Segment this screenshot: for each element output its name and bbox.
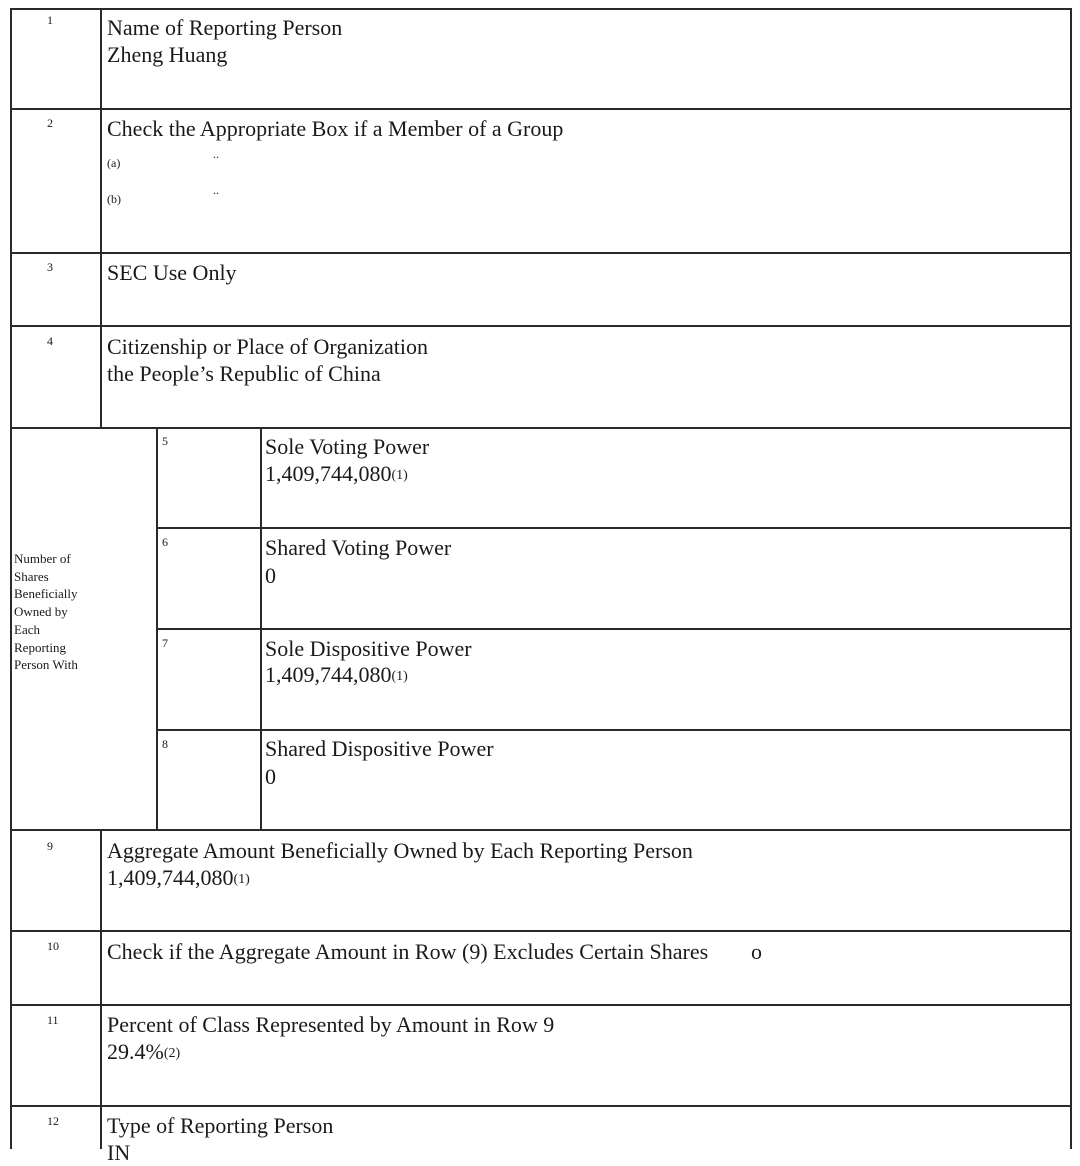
reporting-person-name: Zheng Huang — [107, 42, 228, 67]
row-9-title: Aggregate Amount Beneficially Owned by Each Reporting Person — [107, 838, 693, 863]
row-number-2: 2 — [47, 116, 53, 130]
top-border — [10, 8, 1072, 10]
row-divider-1 — [10, 108, 1072, 110]
side-label-line: Reporting — [14, 639, 66, 655]
row-number-7: 7 — [162, 636, 168, 650]
row-5-title: Sole Voting Power — [265, 434, 430, 459]
row-number-3: 3 — [47, 260, 53, 274]
row-divider-10 — [10, 1004, 1072, 1006]
right-border — [1070, 8, 1072, 1149]
side-label-line: Each — [14, 621, 40, 637]
row-1-title: Name of Reporting Person — [107, 15, 343, 40]
side-label-line: Shares — [14, 568, 49, 584]
row-divider-11 — [10, 1105, 1072, 1107]
row-10-title: Check if the Aggregate Amount in Row (9) Excludes Certain Shares — [107, 939, 709, 964]
row-8-title: Shared Dispositive Power — [265, 736, 494, 761]
row-number-8: 8 — [162, 737, 168, 751]
group-option-b-label: (b) — [107, 192, 121, 206]
row-4-title: Citizenship or Place of Organization — [107, 334, 428, 359]
row-number-1: 1 — [47, 13, 53, 27]
row-number-9: 9 — [47, 839, 53, 853]
sole-voting-power-amount: 1,409,744,080 — [265, 461, 392, 486]
aggregate-amount-value — [107, 864, 250, 895]
row-number-11: 11 — [47, 1013, 59, 1027]
footnote-ref: (1) — [391, 468, 408, 483]
group-option-b-checkbox[interactable]: .. — [213, 183, 219, 197]
sole-dispositive-power-amount: 1,409,744,080 — [265, 662, 392, 687]
side-label-line: Number of — [14, 551, 71, 566]
sub-row-divider-6 — [156, 628, 1072, 630]
reporting-person-type-value: IN — [107, 1140, 131, 1165]
row-number-5: 5 — [162, 434, 168, 448]
row-number-6: 6 — [162, 535, 168, 549]
row-divider-8 — [10, 829, 1072, 831]
sole-dispositive-power-value — [265, 661, 408, 692]
shared-voting-power-value: 0 — [265, 563, 276, 588]
side-label-line: Owned by — [14, 604, 68, 620]
group-option-a-label: (a) — [107, 156, 121, 170]
sole-voting-power-value — [265, 460, 408, 491]
row-number-12: 12 — [47, 1114, 59, 1128]
shared-dispositive-power-value: 0 — [265, 764, 276, 789]
aggregate-amount: 1,409,744,080 — [107, 865, 234, 890]
sub-row-divider-7 — [156, 729, 1072, 731]
side-label-line: Beneficially — [14, 586, 78, 602]
row-2-title: Check the Appropriate Box if a Member of a Group — [107, 116, 564, 141]
group-option-a-checkbox[interactable]: .. — [213, 147, 219, 161]
shares-owned-side-label — [14, 550, 100, 674]
side-label-line: Person With — [14, 657, 78, 673]
excludes-shares-checkbox[interactable]: o — [751, 939, 762, 964]
row-divider-2 — [10, 252, 1072, 254]
row-12-title: Type of Reporting Person — [107, 1113, 334, 1138]
row-number-4: 4 — [47, 334, 53, 348]
row-7-title: Sole Dispositive Power — [265, 636, 472, 661]
number-column-divider-bottom — [100, 829, 102, 1149]
percent-of-class: 29.4% — [107, 1039, 164, 1064]
row-divider-9 — [10, 930, 1072, 932]
row-divider-4 — [10, 427, 1072, 429]
citizenship-value: the People’s Republic of China — [107, 361, 381, 386]
footnote-ref: (1) — [233, 872, 250, 887]
row-3-title: SEC Use Only — [107, 260, 237, 285]
row-6-title: Shared Voting Power — [265, 535, 452, 560]
footnote-ref: (1) — [391, 669, 408, 684]
row-divider-3 — [10, 325, 1072, 327]
number-column-divider-top — [100, 8, 102, 428]
left-border — [10, 8, 12, 1149]
footnote-ref: (2) — [163, 1046, 181, 1061]
row-11-title: Percent of Class Represented by Amount in Row 9 — [107, 1012, 555, 1037]
percent-of-class-value — [107, 1038, 180, 1069]
sub-row-divider-5 — [156, 527, 1072, 529]
row-number-10: 10 — [47, 939, 59, 953]
